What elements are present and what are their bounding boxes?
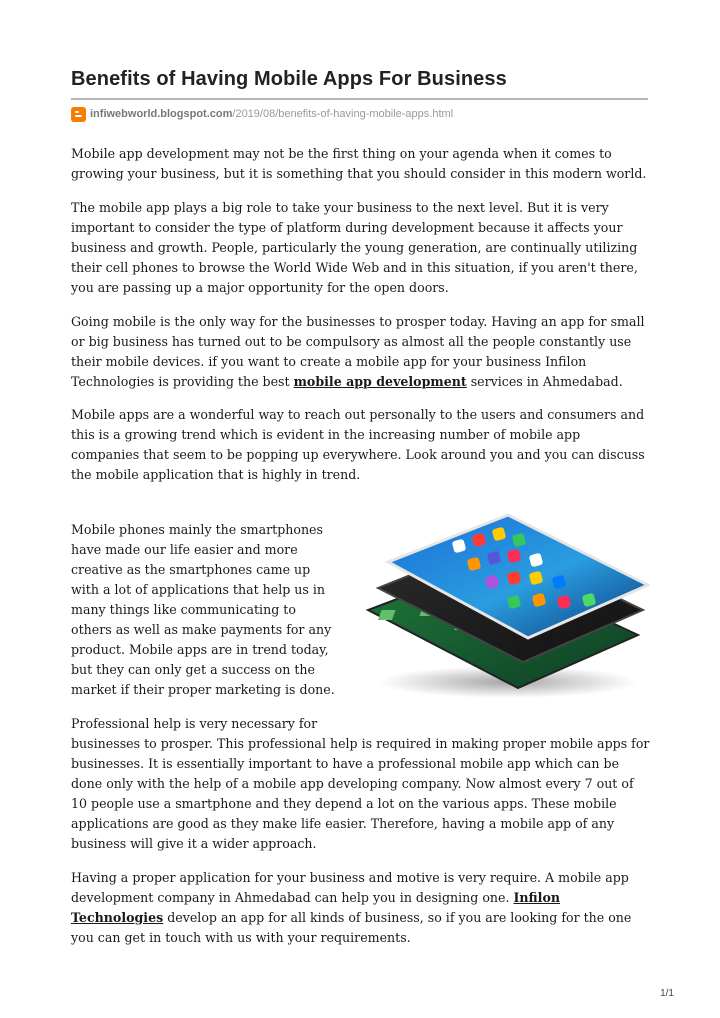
source-path[interactable]: /2019/08/benefits-of-having-mobile-apps.html — [232, 108, 454, 120]
paragraph-proper-application — [71, 868, 651, 948]
paragraph-going-mobile — [71, 312, 651, 392]
page-number: 1/1 — [660, 988, 674, 999]
mobile-app-development-link[interactable]: mobile app development — [293, 374, 467, 389]
paragraph-text: services in Ahmedabad. — [466, 374, 623, 389]
infilon-technologies-link[interactable]: Infilon Technologies — [71, 890, 561, 925]
page-title: Benefits of Having Mobile Apps For Business — [71, 68, 507, 90]
source-url[interactable] — [71, 106, 453, 122]
paragraph-platform: The mobile app plays a big role to take your business to the next level. But it is very important to consider the type of platform during development because it affects your business and growth. People, particularly the young generation, are continually utilizing their cell phones to browse the World Wide Web and in this situation, if you aren't there, you are passing up a major opportunity for the open doors. — [71, 200, 638, 295]
blogger-icon — [71, 107, 86, 122]
paragraph-smartphones: Mobile phones mainly the smartphones have made our life easier and more creative as the smartphones came up with a lot of applications that help us in many things like communicating to others as well as make payments for any product. Mobile apps are in trend today, but they can only get a success on the market if their proper marketing is done. — [71, 522, 335, 697]
paragraph-text: Going mobile is the only way for the businesses to prosper today. Having an app for small or big business has turned out to be compulsory as almost all the people constantly use their mobile devices. if you want to create a mobile app for your business Infilon Technologies is providing the best — [71, 314, 645, 389]
paragraph-text: businesses to prosper. This professional help is required in making proper mobile apps for businesses. It is essentially important to have a professional mobile app which can be done only with the help of a mobile app developing company. Now almost every 7 out of 10 people use a smartphone and they depend a lot on the various apps. These mobile applications are good as they make life easier. Therefore, having a mobile app of any business will give it a wider approach. — [71, 736, 650, 851]
paragraph-text: Having a proper application for your business and motive is very require. A mobile app development company in Ahmedabad can help you in designing one. — [71, 870, 629, 905]
paragraph-professional-help — [71, 714, 651, 854]
paragraph-intro: Mobile app development may not be the first thing on your agenda when it comes to growing your business, but it is something that you should consider in this modern world. — [71, 146, 647, 181]
paragraph-text: develop an app for all kinds of business, so if you are looking for the one you can get in touch with us with your requirements. — [71, 910, 632, 945]
mobile-apps-illustration — [358, 510, 650, 700]
source-domain[interactable]: infiwebworld.blogspot.com — [90, 108, 233, 120]
paragraph-reach-out: Mobile apps are a wonderful way to reach out personally to the users and consumers and this is a growing trend which is evident in the increasing number of mobile app companies that seem to be popping up everywhere. Look around you and you can discuss the mobile application that is highly in trend. — [71, 407, 645, 482]
paragraph-text: Professional help is very necessary for — [71, 716, 318, 731]
title-divider — [71, 98, 648, 100]
